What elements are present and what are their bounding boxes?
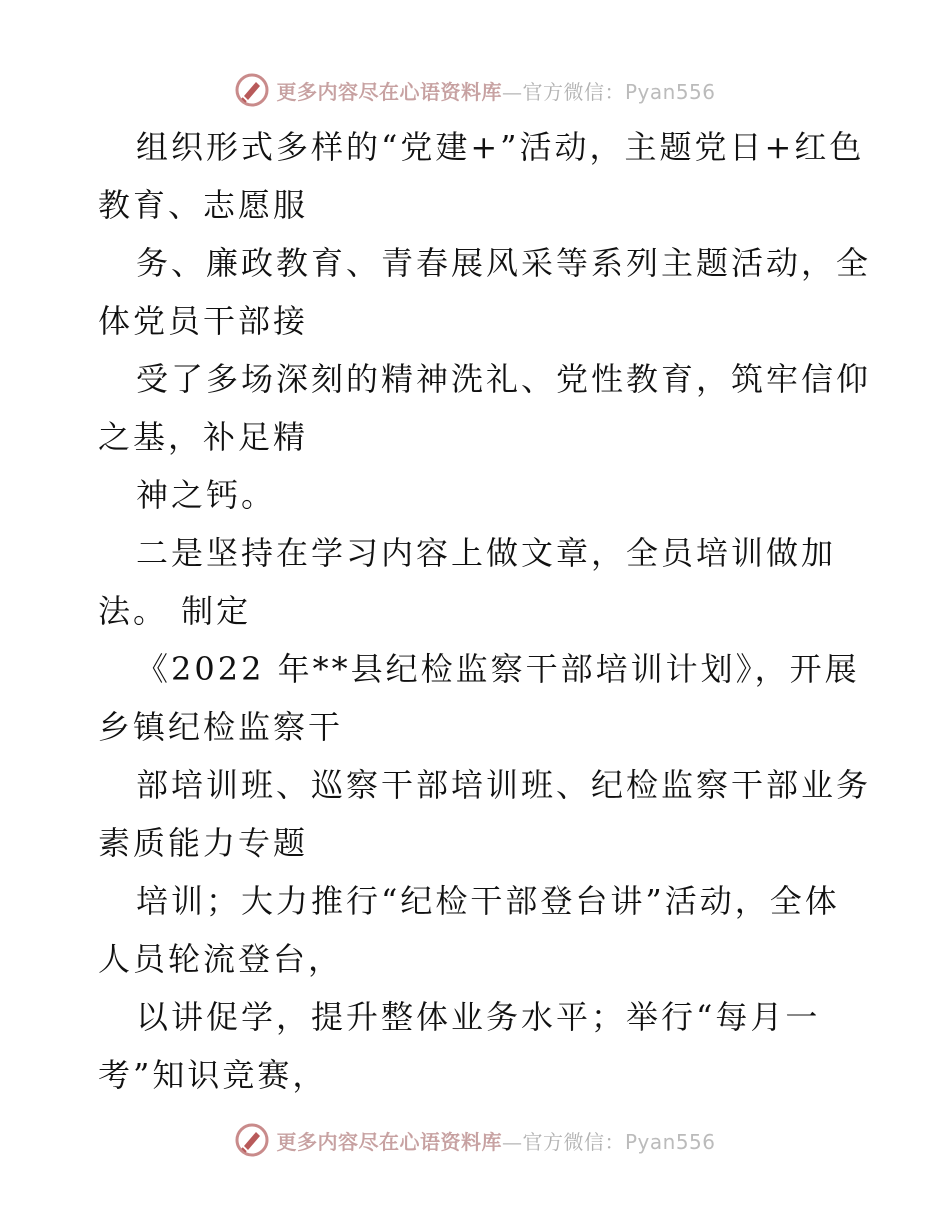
text-line: 之基，补足精 xyxy=(98,418,309,456)
watermark-sub: 官方微信： xyxy=(522,79,625,104)
text-line: 二是坚持在学习内容上做文章，全员培训做加 xyxy=(136,534,837,572)
text-line: 乡镇纪检监察干 xyxy=(98,708,344,746)
watermark-text xyxy=(276,76,715,105)
header-watermark xyxy=(0,70,950,110)
text-line: 人员轮流登台， xyxy=(98,940,344,978)
text-line: 以讲促学，提升整体业务水平；举行“每月一 xyxy=(136,998,821,1036)
text-line: 教育、志愿服 xyxy=(98,186,309,224)
logo-icon xyxy=(234,72,270,108)
text-line: 组织形式多样的“党建+”活动，主题党日+红色 xyxy=(136,128,865,166)
text-line: 《2022 年**县纪检监察干部培训计划》，开展 xyxy=(136,650,860,688)
text-line: 务、廉政教育、青春展风采等系列主题活动，全 xyxy=(136,244,872,282)
watermark-main: 更多内容尽在心语资料库 xyxy=(276,1129,502,1154)
text-line: 考”知识竞赛， xyxy=(98,1056,328,1094)
text-line: 受了多场深刻的精神洗礼、党性教育，筑牢信仰 xyxy=(136,360,872,398)
text-line: 素质能力专题 xyxy=(98,824,309,862)
watermark-sub: 官方微信： xyxy=(522,1129,625,1154)
watermark-id: Pyan556 xyxy=(624,1129,716,1154)
footer-watermark xyxy=(0,1120,950,1160)
document-body xyxy=(98,118,872,1104)
watermark-text xyxy=(276,1126,715,1155)
text-line: 培训；大力推行“纪检干部登台讲”活动，全体 xyxy=(136,882,840,920)
text-line: 部培训班、巡察干部培训班、纪检监察干部业务 xyxy=(136,766,872,804)
watermark-main: 更多内容尽在心语资料库 xyxy=(276,79,502,104)
watermark-dash: — xyxy=(501,1129,523,1154)
text-line: 体党员干部接 xyxy=(98,302,309,340)
watermark-dash: — xyxy=(501,79,523,104)
watermark-id: Pyan556 xyxy=(624,79,716,104)
text-line: 神之钙。 xyxy=(136,476,277,514)
text-line: 法。 制定 xyxy=(98,592,252,630)
logo-icon xyxy=(234,1122,270,1158)
